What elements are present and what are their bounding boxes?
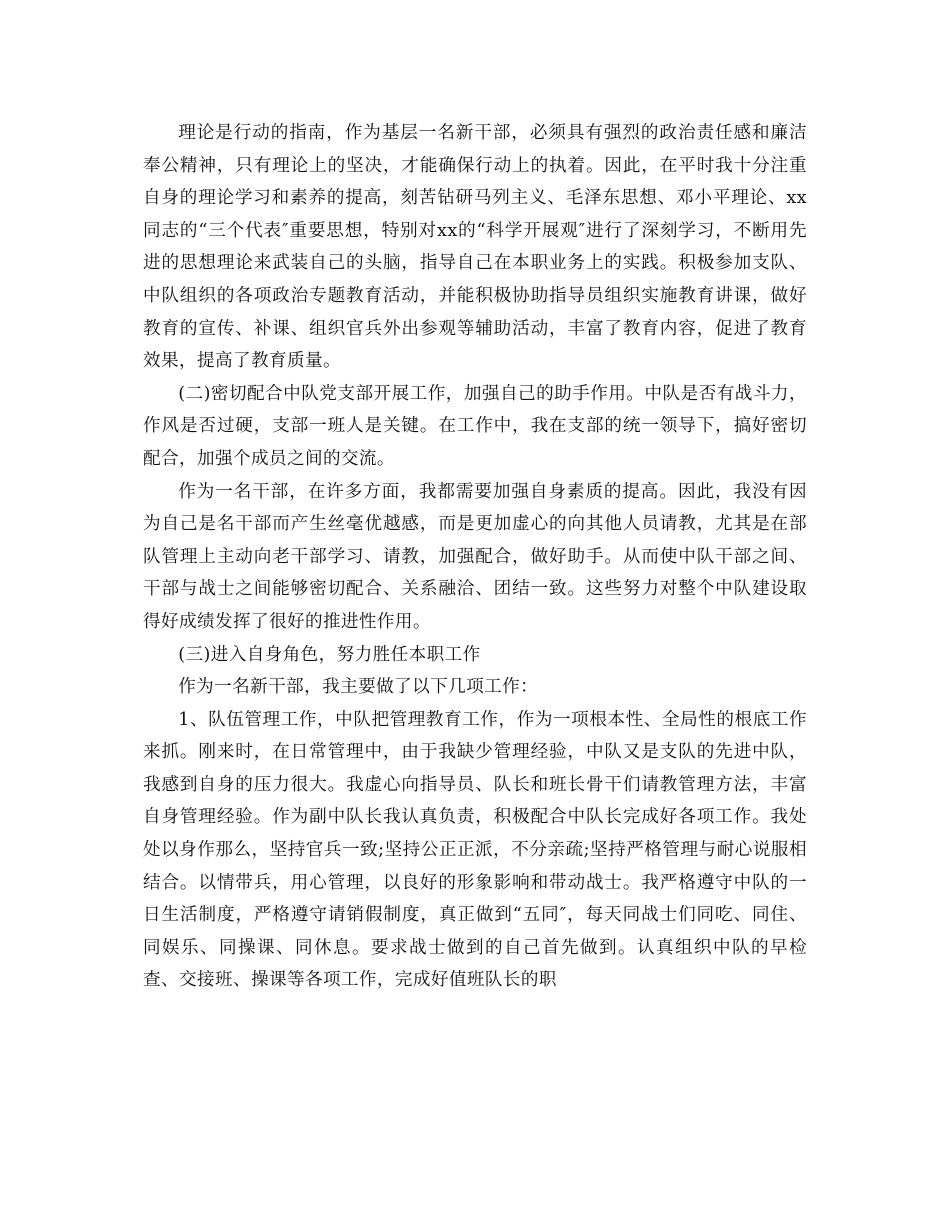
paragraph-section-two: (二)密切配合中队党支部开展工作，加强自己的助手作用。中队是否有战斗力，作风是否过硬，支部一班人是关键。在工作中，我在支部的统一领导下，搞好密切配合，加强个成员之间的交流。 xyxy=(143,383,807,469)
paragraph-work-intro: 作为一名新干部，我主要做了以下几项工作： xyxy=(178,677,539,698)
paragraph-team-management: 1、队伍管理工作，中队把管理教育工作，作为一项根本性、全局性的根底工作来抓。刚来时，在日常管理中，由于我缺少管理经验，中队又是支队的先进中队，我感到自身的压力很大。我虚心向指导员、队长和班长骨干们请教管理方法，丰富自身管理经验。作为副中队长我认真负责，积极配合中队长完成好各项工作。我处处以身作那么，坚持官兵一致;坚持公正正派，不分亲疏;坚持严格管理与耐心说服相结合。以情带兵，用心管理，以良好的形象影响和带动战士。我严格遵守中队的一日生活制度，严格遵守请销假制度，真正做到“五同″，每天同战士们同吃、同住、同娱乐、同操课、同休息。要求战士做到的自己首先做到。认真组织中队的早检查、交接班、操课等各项工作，完成好值班队长的职 xyxy=(143,709,807,991)
paragraph-theory: 理论是行动的指南，作为基层一名新干部，必须具有强烈的政治责任感和廉洁奉公精神，只有理论上的坚决，才能确保行动上的执着。因此，在平时我十分注重自身的理论学习和素养的提高，刻苦钻研马列主义、毛泽东思想、邓小平理论、xx同志的“三个代表″重要思想，特别对xx的“科学开展观″进行了深刻学习，不断用先进的思想理论来武装自己的头脑，指导自己在本职业务上的实践。积极参加支队、中队组织的各项政治专题教育活动，并能积极协助指导员组织实施教育讲课，做好教育的宣传、补课、组织官兵外出参观等辅助活动，丰富了教育内容，促进了教育效果，提高了教育质量。 xyxy=(143,123,807,372)
paragraph-as-cadre: 作为一名干部，在许多方面，我都需要加强自身素质的提高。因此，我没有因为自己是名干部而产生丝毫优越感，而是更加虚心的向其他人员请教，尤其是在部队管理上主动向老干部学习、请教，加强配合，做好助手。从而使中队干部之间、干部与战士之间能够密切配合、关系融洽、团结一致。这些努力对整个中队建设取得好成绩发挥了很好的推进性作用。 xyxy=(143,481,807,632)
document-page xyxy=(143,117,807,997)
paragraph-section-three-heading: (三)进入自身角色，努力胜任本职工作 xyxy=(178,644,481,665)
